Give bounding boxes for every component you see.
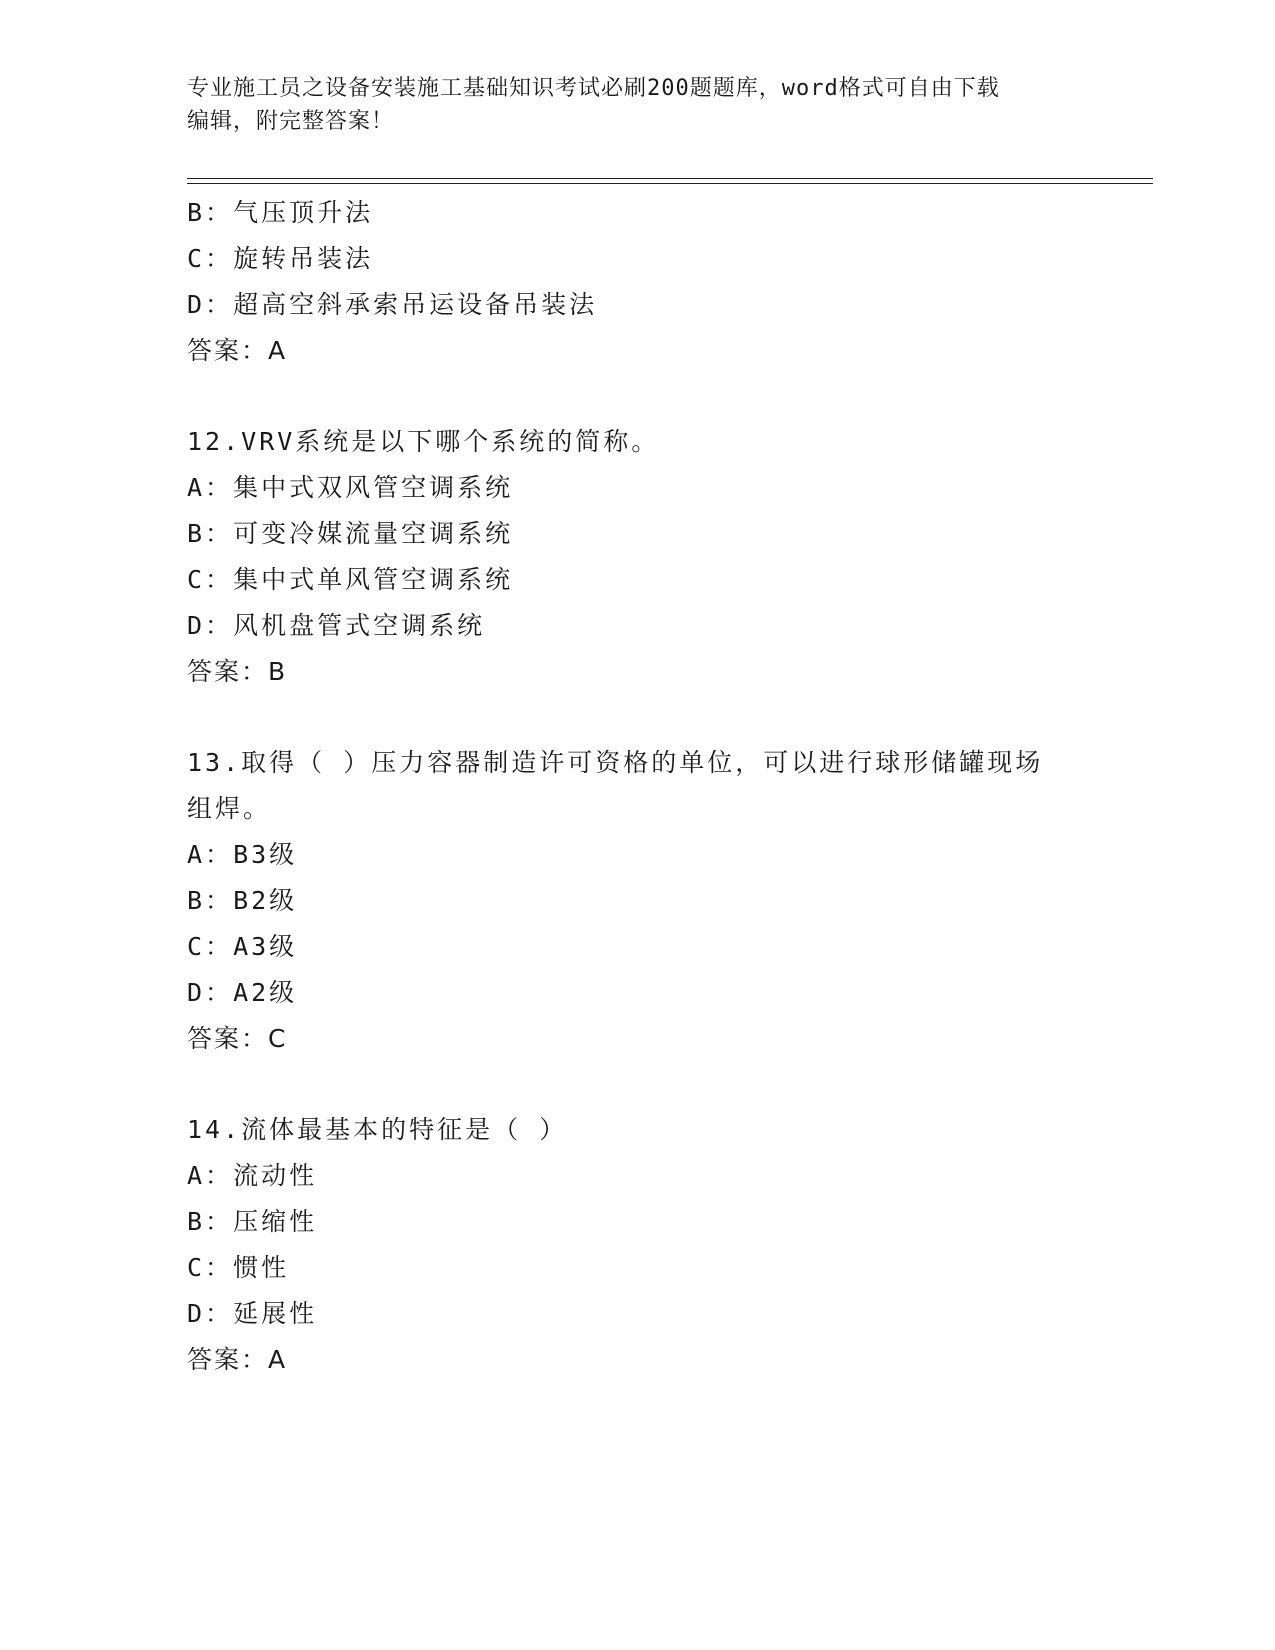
header-line-2: 编辑，附完整答案！ <box>187 109 395 134</box>
option-d: D：风机盘管式空调系统 <box>187 611 486 640</box>
option-d: D：A2级 <box>187 978 298 1007</box>
option-b: B：气压顶升法 <box>187 198 374 227</box>
option-c: C：A3级 <box>187 932 298 961</box>
answer-line: 答案：C <box>187 1024 288 1053</box>
question-title: 13.取得（ ）压力容器制造许可资格的单位，可以进行球形储罐现场组焊。 <box>187 748 1044 823</box>
document-header <box>187 72 1087 138</box>
answer-line: 答案：B <box>187 657 288 686</box>
answer-line: 答案：A <box>187 1345 288 1374</box>
question-13 <box>187 740 1087 1062</box>
option-d: D：延展性 <box>187 1299 318 1328</box>
question-12 <box>187 419 1087 695</box>
option-c: C：集中式单风管空调系统 <box>187 565 514 594</box>
header-divider-top <box>187 178 1153 179</box>
answer-line: 答案：A <box>187 336 288 365</box>
option-c: C：惯性 <box>187 1253 290 1282</box>
question-14 <box>187 1107 1087 1383</box>
question-title: 12.VRV系统是以下哪个系统的简称。 <box>187 427 660 456</box>
header-line-1: 专业施工员之设备安装施工基础知识考试必刷200题题库，word格式可自由下载 <box>187 76 1000 101</box>
question-list <box>187 190 1087 1383</box>
option-b: B：压缩性 <box>187 1207 318 1236</box>
header-divider-bottom <box>187 183 1153 184</box>
option-c: C：旋转吊装法 <box>187 244 374 273</box>
option-a: A：集中式双风管空调系统 <box>187 473 514 502</box>
option-a: A：B3级 <box>187 840 298 869</box>
question-title: 14.流体最基本的特征是（ ） <box>187 1115 568 1144</box>
question-11-tail <box>187 190 1087 374</box>
option-a: A：流动性 <box>187 1161 318 1190</box>
option-b: B：可变冷媒流量空调系统 <box>187 519 514 548</box>
option-b: B：B2级 <box>187 886 298 915</box>
option-d: D：超高空斜承索吊运设备吊装法 <box>187 290 598 319</box>
